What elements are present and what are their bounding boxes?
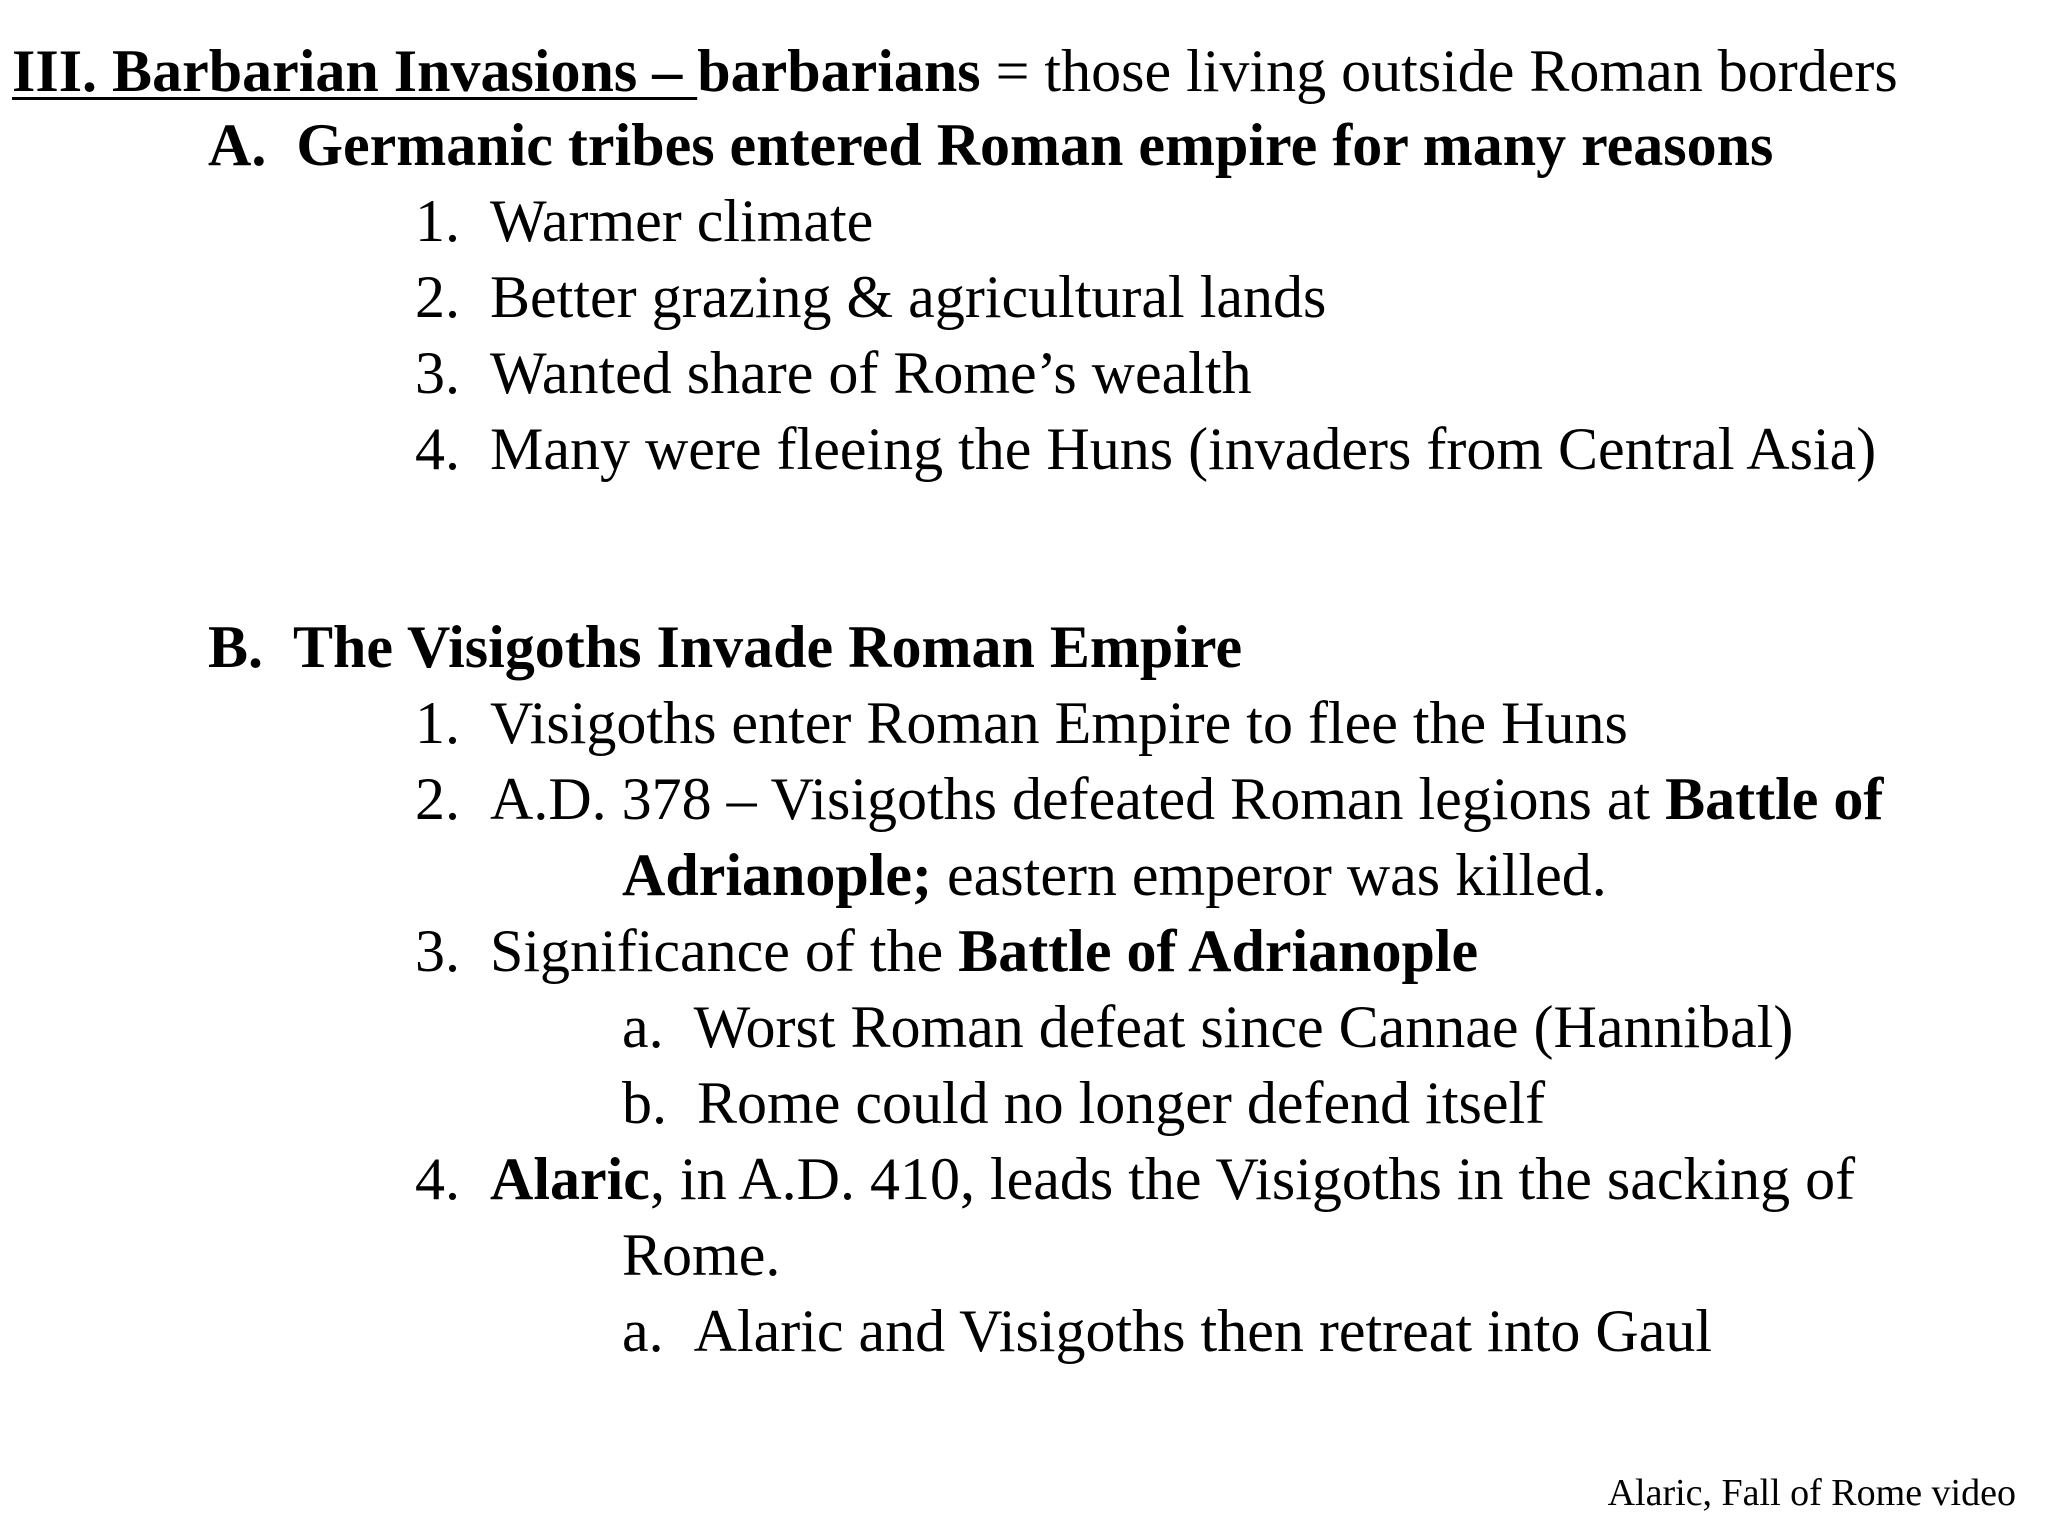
list-item: [415, 688, 1628, 758]
item-text: Significance of the: [490, 918, 959, 984]
list-item: [415, 414, 1876, 484]
item-number: 3.: [415, 918, 460, 984]
list-item: [415, 916, 1478, 986]
sub-item-letter: a.: [622, 994, 664, 1060]
item-number: 2.: [415, 766, 460, 832]
item-text: Warmer climate: [490, 188, 874, 254]
sub-item-text: Rome could no longer defend itself: [697, 1070, 1546, 1136]
item-text: Better grazing & agricultural lands: [490, 264, 1327, 330]
list-item-continuation: [622, 1220, 780, 1290]
adrianople-text: Adrianople;: [622, 842, 933, 908]
list-item: [415, 338, 1252, 408]
item-number: 1.: [415, 690, 460, 756]
sub-list-item: [622, 1068, 1545, 1138]
item-number: 1.: [415, 188, 460, 254]
section-a-letter: A.: [208, 112, 267, 178]
battle-of-text: Battle of: [1665, 766, 1884, 832]
section-b-title: The Visigoths Invade Roman Empire: [293, 614, 1243, 680]
footer-note: Alaric, Fall of Rome video: [1607, 1472, 2016, 1514]
item-number: 4.: [415, 416, 460, 482]
list-item: [415, 262, 1326, 332]
item-text: Rome.: [622, 1222, 781, 1288]
heading-line: [12, 36, 1898, 106]
list-item: [415, 186, 873, 256]
list-item: [415, 764, 1883, 834]
item-number: 4.: [415, 1146, 460, 1212]
item-text: A.D. 378 – Visigoths defeated Roman legions at: [490, 766, 1666, 832]
section-a-title: Germanic tribes entered Roman empire for many reasons: [296, 112, 1774, 178]
section-b-letter: B.: [208, 614, 264, 680]
item-text: Many were fleeing the Huns (invaders from Central Asia): [490, 416, 1877, 482]
sub-list-item: [622, 992, 1793, 1062]
section-b-heading: [208, 612, 1242, 682]
item-text: Wanted share of Rome’s wealth: [490, 340, 1252, 406]
sub-item-letter: a.: [622, 1298, 664, 1364]
item-text: eastern emperor was killed.: [932, 842, 1607, 908]
list-item-continuation: [622, 840, 1607, 910]
heading-definition: = those living outside Roman borders: [980, 38, 1898, 104]
section-a-heading: [208, 110, 1773, 180]
list-item: [415, 1144, 1855, 1214]
heading-title: III. Barbarian Invasions –: [12, 38, 698, 104]
sub-item-text: Worst Roman defeat since Cannae (Hannibal): [693, 994, 1794, 1060]
item-number: 2.: [415, 264, 460, 330]
item-text: Visigoths enter Roman Empire to flee the Huns: [490, 690, 1628, 756]
sub-list-item: [622, 1296, 1712, 1366]
heading-term: barbarians: [697, 38, 981, 104]
sub-item-text: Alaric and Visigoths then retreat into Gaul: [693, 1298, 1712, 1364]
battle-name: Battle of Adrianople: [958, 918, 1479, 984]
sub-item-letter: b.: [622, 1070, 667, 1136]
item-text: , in A.D. 410, leads the Visigoths in the sacking of: [649, 1146, 1856, 1212]
alaric-name: Alaric: [490, 1146, 650, 1212]
item-number: 3.: [415, 340, 460, 406]
